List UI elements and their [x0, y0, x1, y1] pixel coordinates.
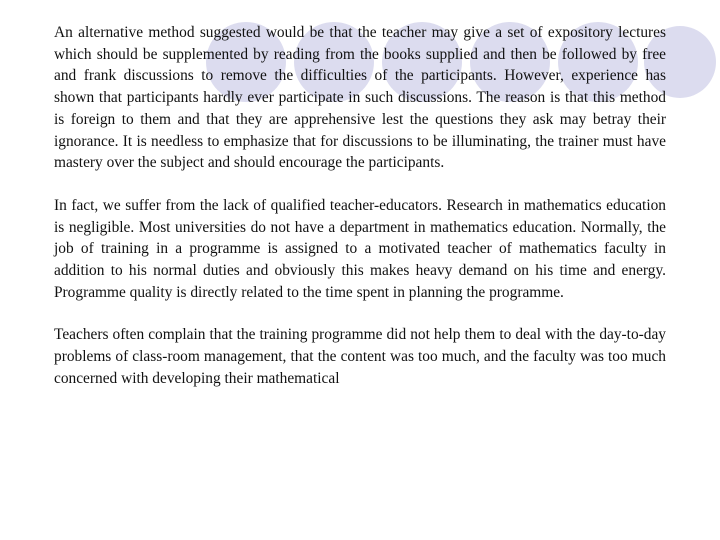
slide-text-body: [54, 22, 666, 390]
paragraph-teacher-educators: In fact, we suffer from the lack of qualified teacher-educators. Research in mathematics education is negligible. Most universities do not have a department in mathematics education. Normally, the job of training in a programme is assigned to a motivated teacher of mathematics faculty in addition to his normal duties and obviously this makes heavy demand on his time and energy. Programme quality is directly related to the time spent in planning the programme.: [54, 196, 666, 301]
paragraph-teacher-complaints: Teachers often complain that the training programme did not help them to deal with the day-to-day problems of class-room management, that the content was too much, and the faculty was too much concerned with developing their mathematical: [54, 326, 666, 387]
paragraph-alternative-method: An alternative method suggested would be that the teacher may give a set of expository lectures which should be supplemented by reading from the books supplied and then be followed by free and frank discussions to remove the difficulties of the participants. However, experience has shown that participants hardly ever participate in such discussions. The reason is that this method is foreign to them and that they are apprehensive lest the questions they ask may betray their ignorance. It is needless to emphasize that for discussions to be illuminating, the trainer must have mastery over the subject and should encourage the participants.: [54, 24, 666, 172]
